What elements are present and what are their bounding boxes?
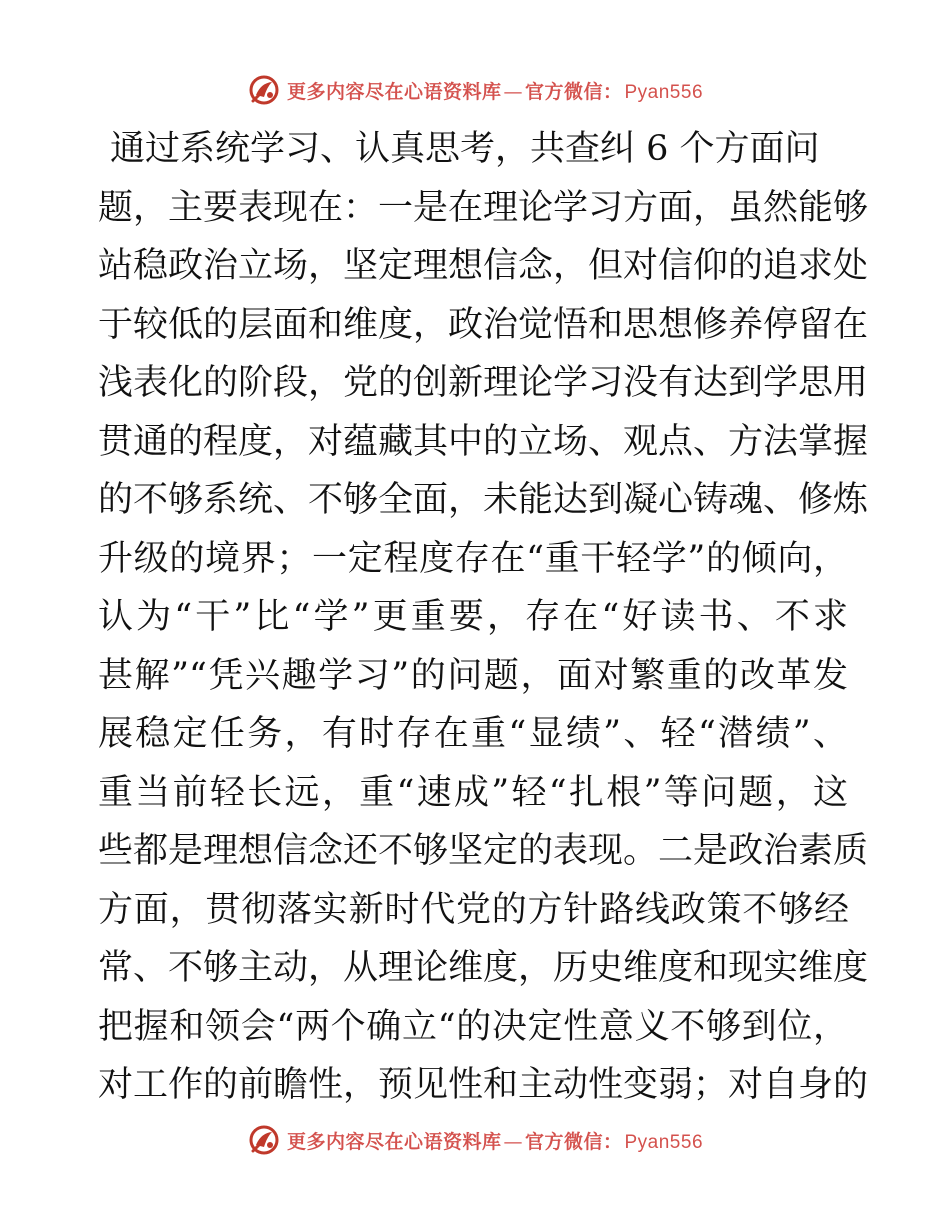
text-line: 题，主要表现在：一是在理论学习方面，虽然能够 <box>98 187 869 228</box>
text-line: 于较低的层面和维度，政治觉悟和思想修养停留在 <box>98 304 869 345</box>
banner-wechat-label: 官方微信： <box>524 80 623 103</box>
banner-separator: — <box>503 1130 523 1153</box>
text-line: 浅表化的阶段，党的创新理论学习没有达到学思用 <box>98 363 869 403</box>
banner-wechat-id: Pyan556 <box>624 81 704 103</box>
brand-logo-icon <box>247 73 281 107</box>
text-line: 认为“干”比“学”更重要，存在“好读书、不求 <box>98 597 848 637</box>
text-line: 的不够系统、不够全面，未能达到凝心铸魂、修炼 <box>98 480 869 520</box>
banner-label: 更多内容尽在心语资料库 <box>286 1130 502 1153</box>
text-line: 站稳政治立场，坚定理想信念，但对信仰的追求处 <box>98 246 869 286</box>
text-line: 常、不够主动，从理论维度，历史维度和现实维度 <box>98 948 869 988</box>
banner-wechat-id: Pyan556 <box>624 1131 704 1153</box>
text-line: 重当前轻长远，重“速成”轻“扎根”等问题，这 <box>98 772 848 813</box>
banner-label: 更多内容尽在心语资料库 <box>286 80 502 103</box>
text-line: 对工作的前瞻性，预见性和主动性变弱；对自身的 <box>98 1065 869 1105</box>
brand-logo-icon <box>247 1123 281 1157</box>
text-line: 通过系统学习、认真思考，共查纠 6 个方面问 <box>110 129 820 169</box>
text-line: 升级的境界；一定程度存在“重干轻学”的倾向， <box>98 538 848 579</box>
header-banner <box>0 70 950 110</box>
document-body <box>98 120 869 1115</box>
text-line: 方面，贯彻落实新时代党的方针路线政策不够经 <box>98 889 850 930</box>
banner-separator: — <box>503 80 523 103</box>
banner-wechat-label: 官方微信： <box>524 1130 623 1153</box>
text-line: 把握和领会“两个确立“的决定性意义不够到位， <box>98 1006 848 1047</box>
text-line: 展稳定任务，有时存在重“显绩”、轻“潜绩”、 <box>98 714 848 754</box>
footer-banner <box>0 1120 950 1160</box>
text-line: 贯通的程度，对蕴藏其中的立场、观点、方法掌握 <box>98 421 869 462</box>
text-line: 甚解”“凭兴趣学习”的问题，面对繁重的改革发 <box>98 655 848 696</box>
text-line: 些都是理想信念还不够坚定的表现。二是政治素质 <box>98 831 869 871</box>
